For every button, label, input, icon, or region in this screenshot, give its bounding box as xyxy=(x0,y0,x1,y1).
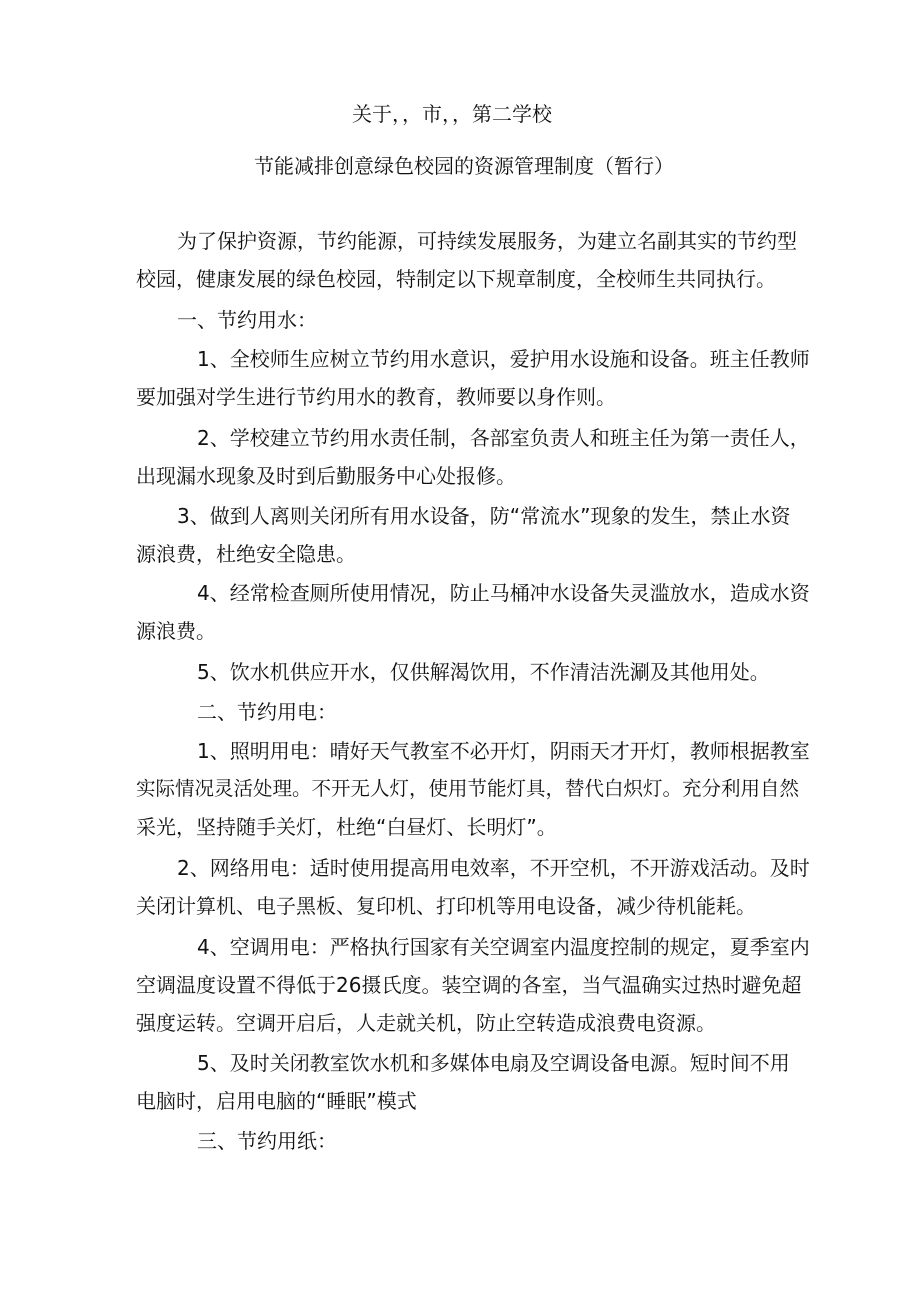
water-item-2-line-1: 2、学校建立节约用水责任制，各部室负责人和班主任为第一责任人， xyxy=(197,426,810,450)
power-item-1-line-2: 实际情况灵活处理。不开无人灯，使用节能灯具，替代白炽灯。充分利用自然 xyxy=(136,777,800,800)
water-item-1-line-2: 要加强对学生进行节约用水的教育，教师要以身作则。 xyxy=(136,385,616,409)
document-title-line-1: 关于，，市，，第二学校 xyxy=(352,102,552,126)
power-item-4-line-3: 强度运转。空调开启后，人走就关机，防止空转造成浪费电资源。 xyxy=(136,1011,716,1035)
water-item-4-line-1: 4、经常检查厕所使用情况，防止马桶冲水设备失灵滥放水，造成水资 xyxy=(197,581,810,605)
power-item-2-line-1: 2、网络用电：适时使用提高用电效率，不开空机，不开游戏活动。及时 xyxy=(177,856,810,880)
water-item-1-line-1: 1、全校师生应树立节约用水意识，爱护用水设施和设备。班主任教师 xyxy=(197,347,810,371)
power-item-5-line-1: 5、及时关闭教室饮水机和多媒体电扇及空调设备电源。短时间不用 xyxy=(197,1051,790,1075)
intro-paragraph-line-2: 校园，健康发展的绿色校园，特制定以下规章制度，全校师生共同执行。 xyxy=(136,267,776,291)
document-title-line-2: 节能减排创意绿色校园的资源管理制度（暂行） xyxy=(254,154,674,178)
water-item-5: 5、饮水机供应开水，仅供解渴饮用，不作清洁洗涮及其他用处。 xyxy=(197,660,770,684)
section-heading-paper: 三、节约用纸： xyxy=(197,1129,337,1153)
water-item-2-line-2: 出现漏水现象及时到后勤服务中心处报修。 xyxy=(136,464,516,488)
water-item-3-line-1: 3、做到人离则关闭所有用水设备，防“常流水”现象的发生，禁止水资 xyxy=(177,504,791,528)
power-item-1-line-3: 采光，坚持随手关灯，杜绝“白昼灯、长明灯”。 xyxy=(136,815,557,839)
power-item-4-line-1: 4、空调用电：严格执行国家有关空调室内温度控制的规定，夏季室内 xyxy=(197,935,810,959)
power-item-5-line-2: 电脑时，启用电脑的“睡眠”模式 xyxy=(136,1089,417,1113)
section-heading-power: 二、节约用电： xyxy=(197,700,337,724)
intro-paragraph-line-1: 为了保护资源，节约能源，可持续发展服务，为建立名副其实的节约型 xyxy=(177,229,797,253)
water-item-3-line-2: 源浪费，杜绝安全隐患。 xyxy=(136,542,356,566)
power-item-1-line-1: 1、照明用电：晴好天气教室不必开灯，阴雨天才开灯，教师根据教室 xyxy=(197,739,810,763)
water-item-4-line-2: 源浪费。 xyxy=(136,619,216,643)
power-item-2-line-2: 关闭计算机、电子黑板、复印机、打印机等用电设备，减少待机能耗。 xyxy=(136,894,756,918)
section-heading-water: 一、节约用水： xyxy=(177,308,317,332)
power-item-4-line-2: 空调温度设置不得低于26摄氏度。装空调的各室，当气温确实过热时避免超 xyxy=(136,973,802,997)
